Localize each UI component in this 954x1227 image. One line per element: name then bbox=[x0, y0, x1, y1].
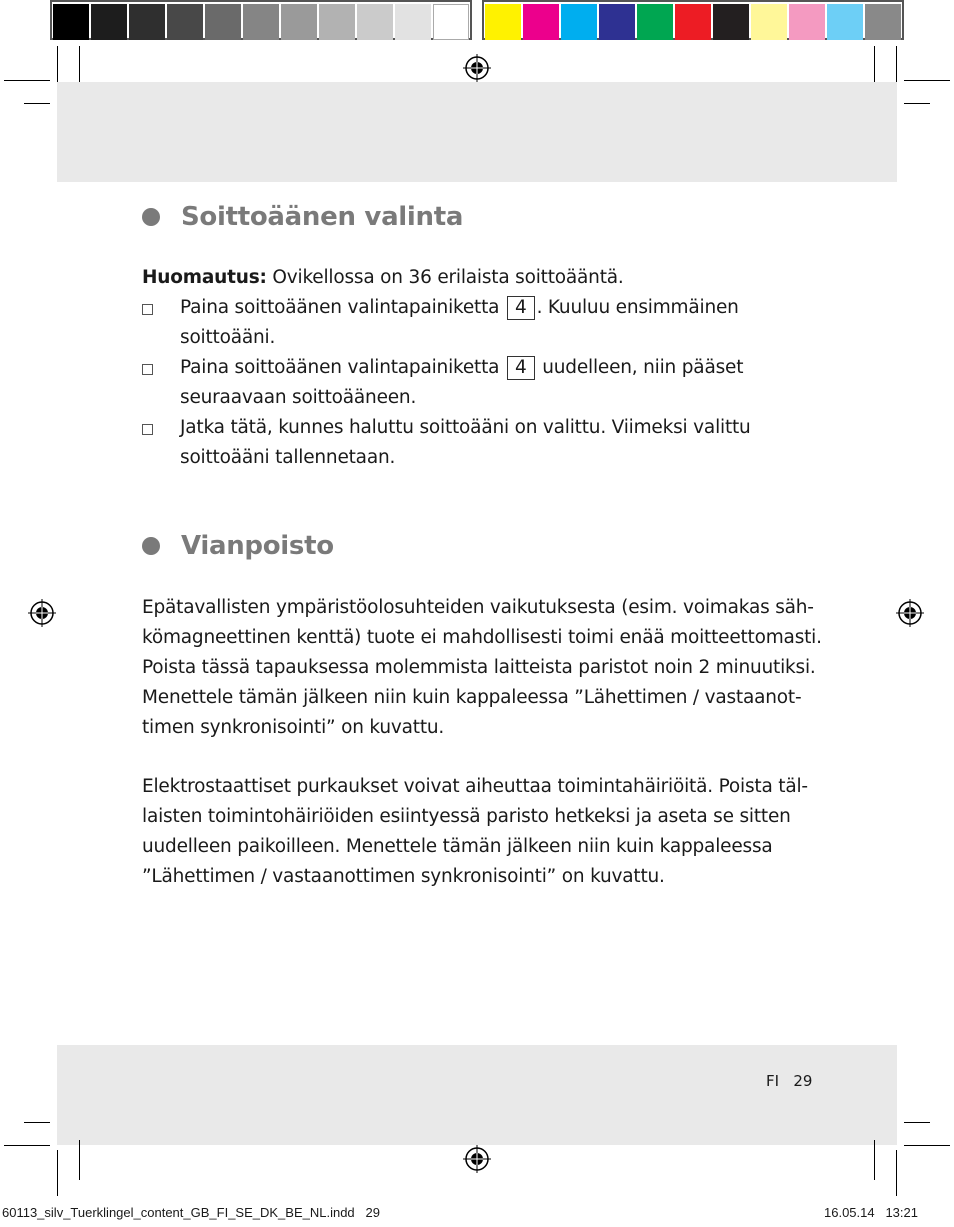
registration-mark-icon bbox=[27, 598, 57, 628]
color-swatch bbox=[395, 4, 431, 40]
registration-mark-icon bbox=[462, 1144, 492, 1174]
body-paragraph: Epätavallisten ympäristöolosuhteiden vaikutuksesta (esim. voimakas säh- kömagneettinen kenttä) tuote ei mahdollisesti toimi enää moitteettomasti. Poista tässä tapauksessa molemmista laitteista paristot noin 2 minuutiksi. Menettele tämän jälkeen niin kuin kappaleessa ”Lähettimen / vastaanot- timen synkronisointi” on kuvattu. bbox=[142, 597, 822, 738]
color-swatch bbox=[91, 4, 127, 40]
color-swatch bbox=[675, 4, 711, 40]
color-swatch bbox=[789, 4, 825, 40]
list-item: Jatka tätä, kunnes haluttu soittoääni on valittu. Viimeksi valittu soittoääni tallennetaan. bbox=[142, 413, 822, 473]
color-swatch bbox=[865, 4, 901, 40]
checkbox-bullet-icon bbox=[142, 304, 153, 315]
color-swatch bbox=[713, 4, 749, 40]
color-swatch bbox=[523, 4, 559, 40]
page-number: FI 29 bbox=[766, 1072, 813, 1090]
registration-mark-icon bbox=[895, 598, 925, 628]
color-swatch bbox=[561, 4, 597, 40]
crop-mark bbox=[79, 46, 80, 82]
note-paragraph bbox=[142, 263, 624, 293]
body-paragraph: Elektrostaattiset purkaukset voivat aiheuttaa toimintahäiriöitä. Poista täl- laisten toimintohäiriöiden esiintyessä paristo hetkeksi ja aseta se sitten uudelleen paikoilleen. Menettele tämän jälkeen niin kuin kappaleessa ”Lähettimen / vastaanottimen synkronisointi” on kuvattu. bbox=[142, 776, 808, 887]
color-swatch bbox=[357, 4, 393, 40]
color-swatch bbox=[751, 4, 787, 40]
list-item: Paina soittoäänen valintapainiketta 4 . Kuuluu ensimmäinen soittoääni. bbox=[142, 293, 822, 353]
footer-band bbox=[57, 1045, 897, 1145]
header-band bbox=[57, 82, 897, 182]
crop-mark bbox=[896, 1150, 897, 1196]
crop-mark bbox=[904, 1122, 930, 1123]
color-swatch bbox=[53, 4, 89, 40]
crop-mark bbox=[4, 80, 50, 81]
color-swatch bbox=[167, 4, 203, 40]
list-item: Paina soittoäänen valintapainiketta 4 uudelleen, niin pääset seuraavaan soittoääneen. bbox=[142, 353, 822, 413]
crop-mark bbox=[57, 1150, 58, 1196]
note-text: Ovikellossa on 36 erilaista soittoääntä. bbox=[266, 267, 624, 288]
color-swatch bbox=[129, 4, 165, 40]
crop-mark bbox=[24, 1122, 50, 1123]
key-number-badge: 4 bbox=[507, 356, 535, 380]
crop-mark bbox=[874, 46, 875, 82]
color-swatch bbox=[433, 4, 469, 40]
color-swatch bbox=[637, 4, 673, 40]
note-label: Huomautus: bbox=[142, 267, 267, 288]
crop-mark bbox=[874, 1140, 875, 1180]
crop-mark bbox=[79, 1140, 80, 1180]
crop-mark bbox=[57, 46, 58, 82]
checkbox-bullet-icon bbox=[142, 364, 153, 375]
crop-mark bbox=[904, 103, 930, 104]
crop-mark bbox=[904, 1145, 950, 1146]
key-number-badge: 4 bbox=[507, 296, 535, 320]
registration-mark-icon bbox=[462, 53, 492, 83]
crop-mark bbox=[896, 46, 897, 82]
color-swatch bbox=[243, 4, 279, 40]
section-heading: Soittoäänen valinta bbox=[142, 202, 463, 232]
bullet-dot-icon bbox=[142, 208, 160, 226]
color-control-bar bbox=[482, 0, 904, 40]
bullet-dot-icon bbox=[142, 537, 160, 555]
gray-scale-bar bbox=[50, 0, 472, 40]
color-swatch bbox=[281, 4, 317, 40]
crop-mark bbox=[904, 80, 950, 81]
section-heading: Vianpoisto bbox=[142, 531, 334, 561]
checkbox-bullet-icon bbox=[142, 424, 153, 435]
color-swatch bbox=[827, 4, 863, 40]
slug-datetime: 16.05.14 13:21 bbox=[824, 1205, 918, 1220]
color-swatch bbox=[485, 4, 521, 40]
color-swatch bbox=[205, 4, 241, 40]
color-swatch bbox=[319, 4, 355, 40]
color-swatch bbox=[599, 4, 635, 40]
crop-mark bbox=[4, 1145, 50, 1146]
slug-filename: 60113_silv_Tuerklingel_content_GB_FI_SE_DK_BE_NL.indd 29 bbox=[2, 1205, 380, 1220]
crop-mark bbox=[24, 103, 50, 104]
